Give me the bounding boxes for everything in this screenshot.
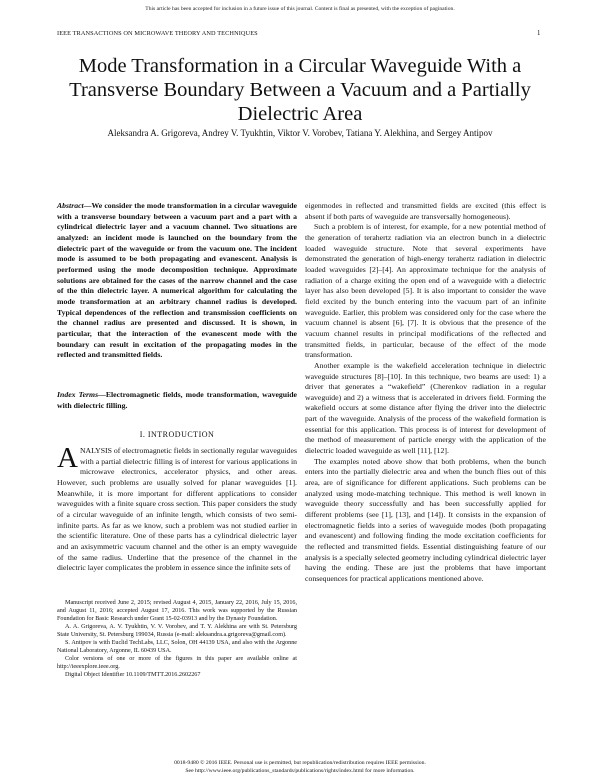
footnote-doi: Digital Object Identifier 10.1109/TMTT.2016.2602267 — [65, 672, 201, 679]
intro-body: of electromagnetic fields in sectionally regular waveguides with a partial dielectric filling is of interest for various applications in microwave electronics, accelerator physics, and other areas. However, such problems are usually solved for planar waveguides [1]. Meanwhile, it is more important for different applications to consider waveguides with a finite square cross section. This paper considers the study of a circular waveguide of an infinite length, which consists of two semi-infinite parts. As far as we know, such a problem was not studied earlier in the scientific literature. One of these parts has a cylindrical dielectric layer and an axisymmetric vacuum channel and the other is an empty waveguide of the same radius. Underline that the presence of the channel in the dielectric layer complicates the problem in essence since the infinite sets of — [57, 446, 297, 573]
index-terms-label: Index Terms— — [57, 390, 106, 399]
copyright-line: 0018-9480 © 2016 IEEE. Personal use is permitted, but republication/redistribution requires IEEE permission. — [174, 760, 426, 766]
intro-lead-word: NALYSIS — [79, 446, 112, 455]
section-heading-introduction: I. INTRODUCTION — [139, 430, 215, 439]
index-terms — [57, 390, 297, 411]
footnotes — [57, 599, 297, 679]
publication-notice: This article has been accepted for inclusion in a future issue of this journal. Content is final as presented, with the exception of pagination. — [145, 6, 455, 12]
abstract — [57, 201, 297, 361]
right-column-text — [305, 201, 546, 585]
abstract-label: Abstract— — [57, 201, 92, 210]
journal-name: IEEE TRANSACTIONS ON MICROWAVE THEORY AND TECHNIQUES — [57, 30, 258, 37]
page-number: 1 — [537, 30, 541, 37]
footnote-manuscript: Manuscript received June 2, 2015; revised August 4, 2015, January 22, 2016, July 15, 2016, and August 11, 2016; accepted August 17, 2016. This work was supported by the Russian Foundation for Basic Research under Grant 15-02-03913 and by the Dynasty Foundation. — [57, 600, 297, 623]
introduction-text — [57, 442, 297, 574]
copyright-notice — [0, 760, 600, 775]
footnote-color-versions: Color versions of one or more of the figures in this paper are available online at http://ieeexplore.ieee.org. — [57, 656, 297, 671]
paragraph: eigenmodes in reflected and transmitted fields are excited (this effect is absent if both parts of waveguide are transversally homogeneous). — [305, 201, 546, 221]
footnote-affiliation-spbu: A. A. Grigoreva, A. V. Tyukhtin, V. V. Vorobev, and T. Y. Alekhina are with St. Petersburg State University, St. Petersburg 199034, Russia (e-mail: aleksandra.a.grigoreva@gmail.com). — [57, 624, 297, 639]
paragraph: Another example is the wakefield acceleration technique in dielectric waveguide structures [8]–[10]. In this technique, two beams are used: 1) a driver that generates a “wakefield” (Cherenkov radiation in a regular waveguide) and 2) a witness that is accelerated in drivers field. Forming the wakefield occurs at some distance after flying the driver into the dielectric part of the waveguide. Analysis of the process of the wakefield formation is essential for this application. This process is of interest for development of the method of measurement of particle energy with the application of the dielectric loaded waveguide as well [11], [12]. — [305, 360, 546, 456]
paragraph: Such a problem is of interest, for example, for a new potential method of the generation of terahertz radiation via an electron bunch in a dielectric loaded waveguide structure. Note that several experiments have demonstrated the generation of high-energy terahertz radiation in dielectric loaded waveguides [2]–[4]. An approximate technique for the analysis of radiation of a charge exiting the open end of a waveguide with a dielectric layer has also been developed [5]. It is also important to consider the wave field excited by the bunch entering into the vacuum part of an infinite waveguide. Earlier, this problem was considered only for the case where the vacuum channel is absent [6], [7]. It is obvious that the presence of the vacuum channel results in principal modifications of the reflected and transmitted fields, in particular, because of the effect of the mode transformation. — [305, 222, 546, 360]
paragraph: The examples noted above show that both problems, when the bunch enters into the partially dielectric area and when the bunch flies out of this area, are of significance for different applications. Such problems can be analyzed using mode-matching technique. This method is well known in waveguide theory successfully and has been successfully applied for different problems (see [1], [13], and [14]). It consists in the expansion of electromagnetic fields into a series of waveguide modes (both propagating and evanescent) and following finding the mode excitation coefficients for the reflected and transmitted fields. Essential distinguishing feature of our analysis is a specially selected geometry including cylindrical dielectric layer having the ending. These are just the problems that have important consequences for practical applications mentioned above. — [305, 456, 546, 583]
author-list: Aleksandra A. Grigoreva, Andrey V. Tyukhtin, Viktor V. Vorobev, Tatiana Y. Alekhina, and Sergey Antipov — [107, 128, 493, 138]
index-terms-text: Electromagnetic fields, mode transformation, waveguide with dielectric filling. — [57, 390, 297, 410]
drop-cap: A — [57, 442, 78, 474]
footnote-affiliation-euclid: S. Antipov is with Euclid TechLabs, LLC, Solon, OH 44139 USA, and also with the Argonne National Laboratory, Argonne, IL 60439 USA. — [57, 640, 297, 655]
rights-link-line: See http://www.ieee.org/publications_standards/publications/rights/index.html for more information. — [185, 767, 415, 774]
abstract-text: We consider the mode transformation in a circular waveguide with a transverse boundary between a vacuum part and a part with a cylindrical dielectric layer and a vacuum channel. Two situations are analyzed: an incident mode is launched on the boundary from the dielectric part of the waveguide or from the vacuum one. The incident mode is assumed to be both propagating and evanescent. Analysis is performed using the mode decomposition technique. Approximate solutions are obtained for the cases of the narrow channel and the case of the thin dielectric layer. A numerical algorithm for calculating the mode transformation at an arbitrary channel radius is developed. Typical dependences of the reflection and transmission coefficients on the channel radius are presented and discussed. It is shown, in particular, that the interaction of the evanescent mode with the boundary can result in excitation of the propagating modes in the reflected and transmitted fields. — [57, 201, 297, 360]
paper-title: Mode Transformation in a Circular Waveguide With a Transverse Boundary Between a Vacuum and a Partially Dielectric Area — [69, 55, 531, 125]
